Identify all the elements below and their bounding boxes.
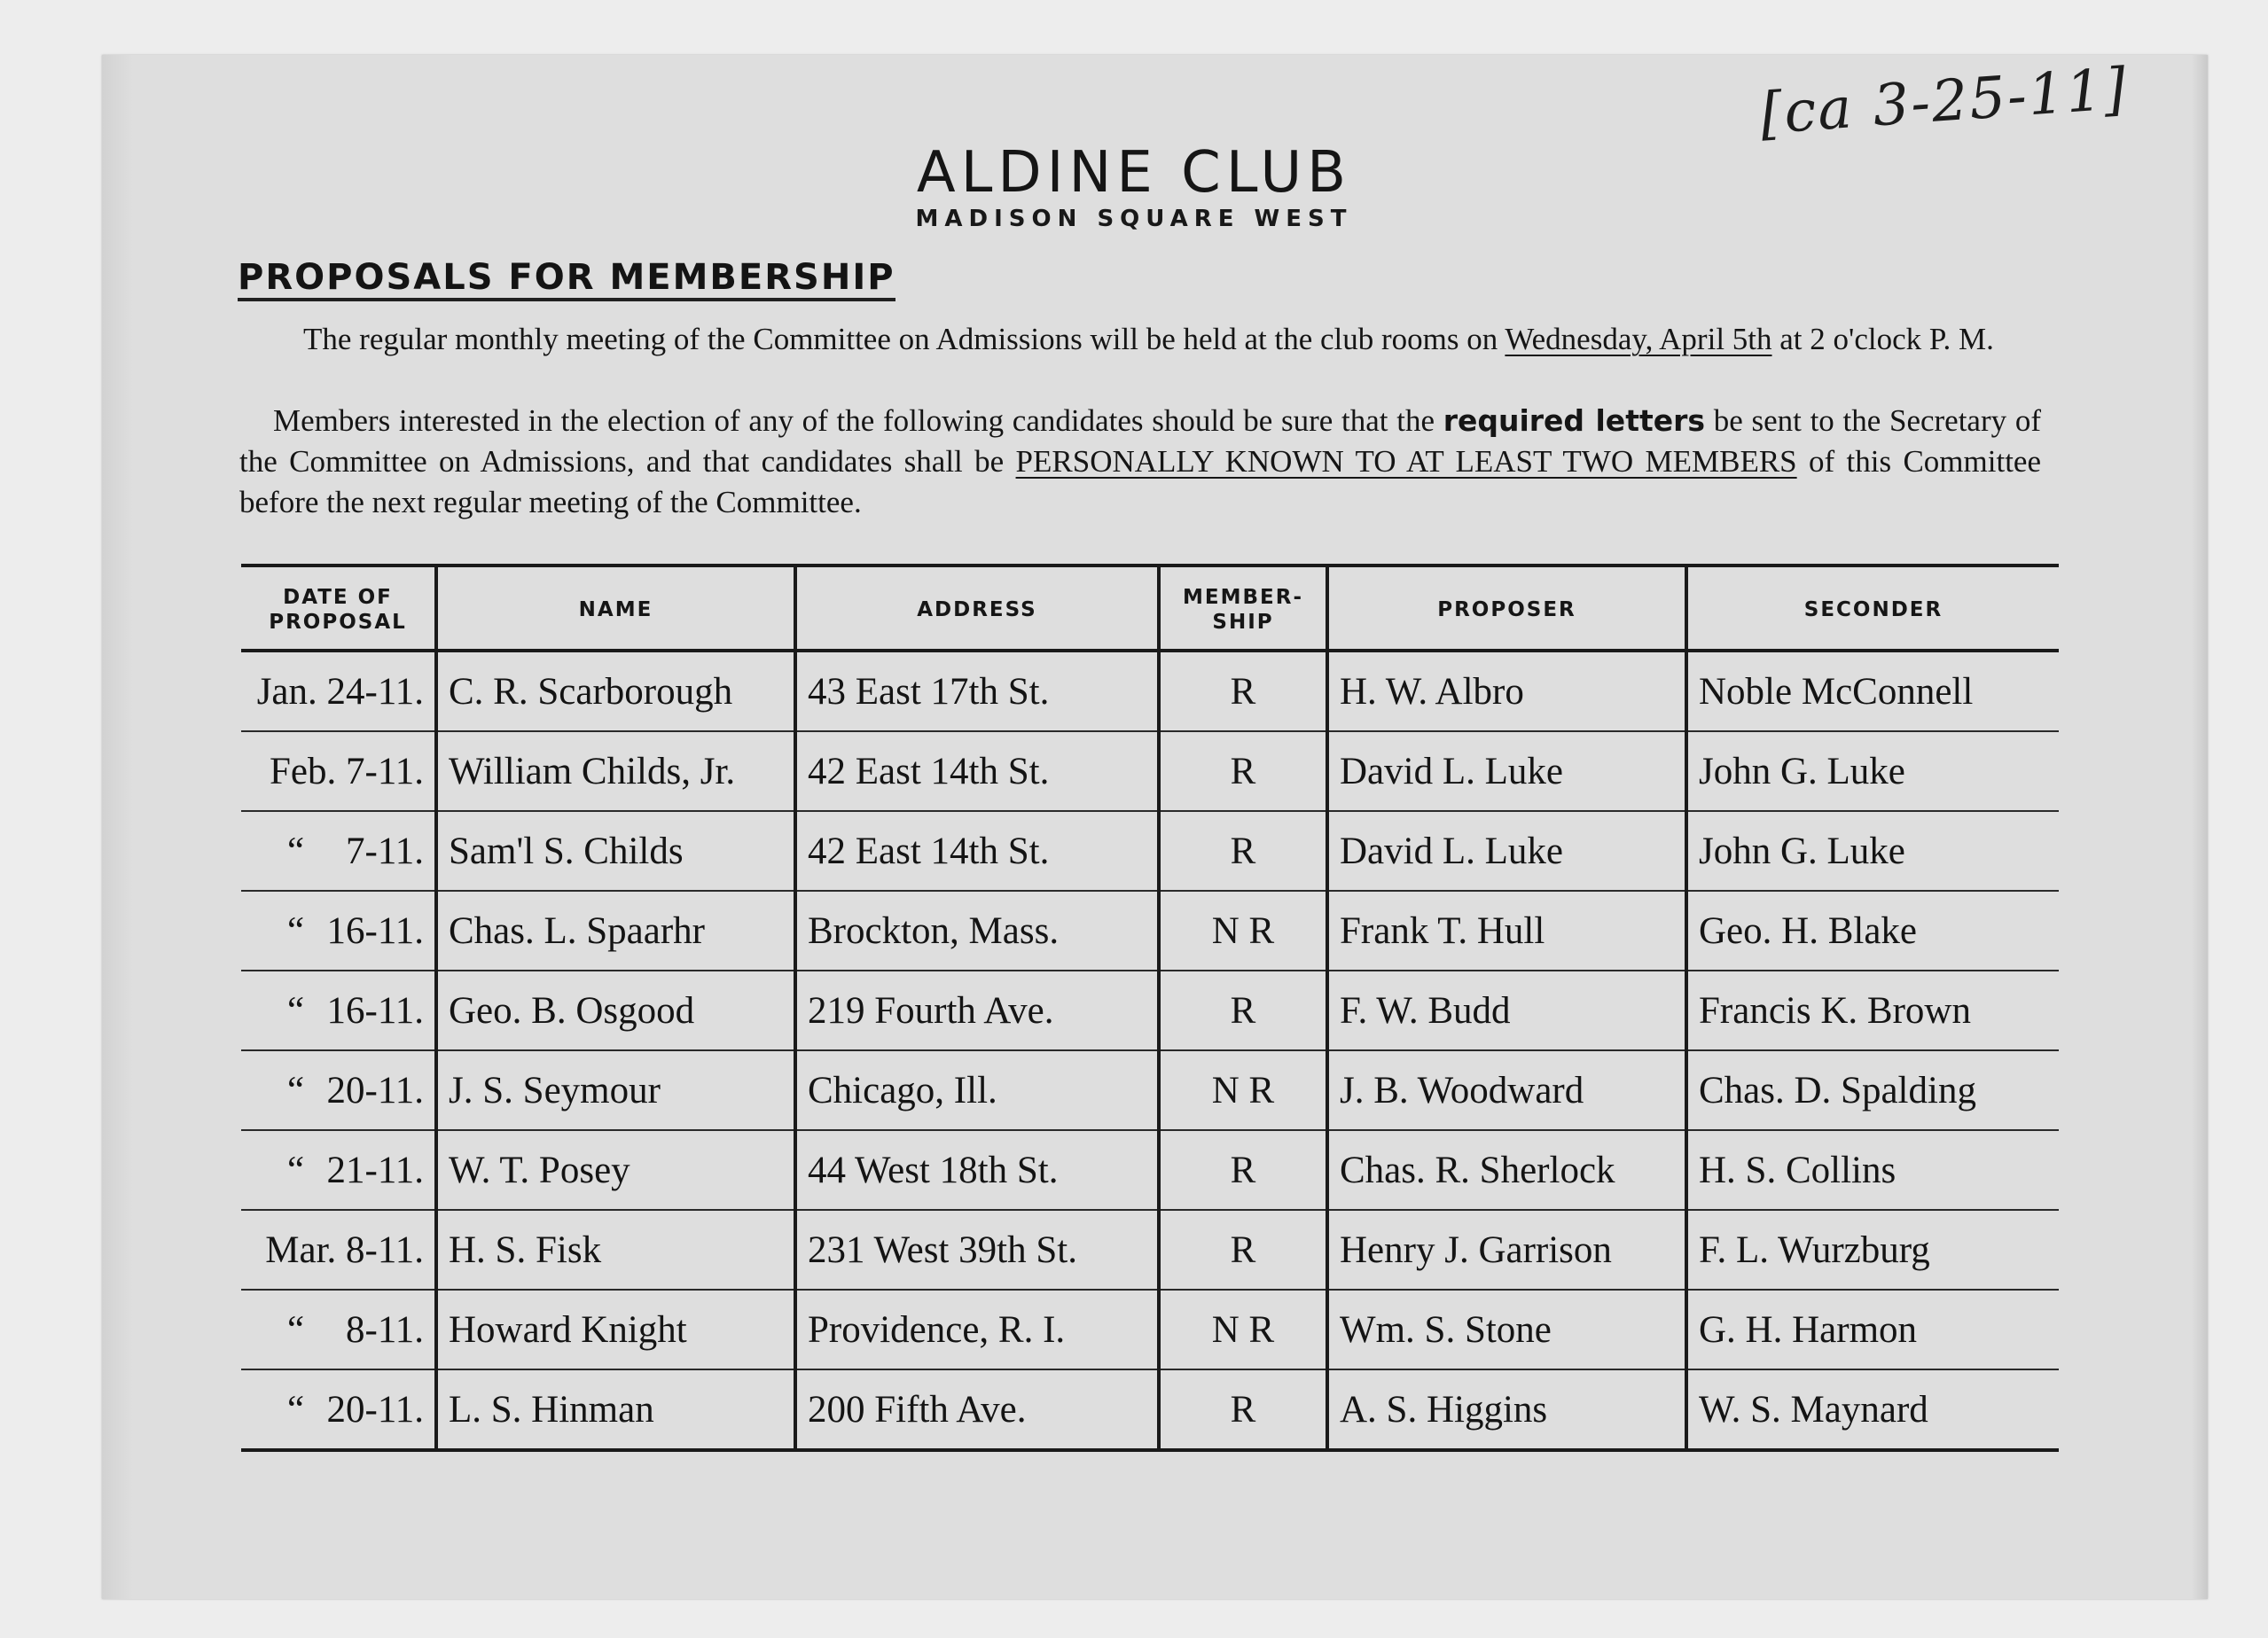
membership-cell: R <box>1159 731 1327 811</box>
ditto-mark: “ <box>287 989 305 1032</box>
date-cell <box>241 1210 436 1290</box>
table-row <box>241 651 2059 731</box>
club-name: ALDINE CLUB <box>916 140 1352 206</box>
name-cell: William Childs, Jr. <box>436 731 795 811</box>
proposer-cell: Chas. R. Sherlock <box>1327 1130 1686 1210</box>
membership-cell: R <box>1159 1369 1327 1450</box>
address-cell: 42 East 14th St. <box>795 731 1159 811</box>
proposer-cell: David L. Luke <box>1327 811 1686 891</box>
table-row <box>241 1210 2059 1290</box>
table-row <box>241 731 2059 811</box>
header-membership: MEMBER- SHIP <box>1159 566 1327 651</box>
seconder-cell: Francis K. Brown <box>1686 971 2059 1050</box>
date-cell <box>241 1130 436 1210</box>
club-address: MADISON SQUARE WEST <box>915 206 1353 232</box>
name-cell: Chas. L. Spaarhr <box>436 891 795 971</box>
date-cell <box>241 731 436 811</box>
proposer-cell: Henry J. Garrison <box>1327 1210 1686 1290</box>
page-heading: PROPOSALS FOR MEMBERSHIP <box>238 257 895 301</box>
date-value: 20-11. <box>326 1388 424 1431</box>
table-row <box>241 971 2059 1050</box>
table-row <box>241 1130 2059 1210</box>
proposer-cell: Frank T. Hull <box>1327 891 1686 971</box>
meeting-date-underlined: Wednesday, April 5th <box>1505 322 1772 356</box>
date-value: Feb. 7-11. <box>270 750 424 792</box>
date-value: 8-11. <box>346 1308 424 1351</box>
seconder-cell: W. S. Maynard <box>1686 1369 2059 1450</box>
address-cell: 44 West 18th St. <box>795 1130 1159 1210</box>
date-value: 16-11. <box>326 909 424 952</box>
address-cell: 42 East 14th St. <box>795 811 1159 891</box>
address-cell: Providence, R. I. <box>795 1290 1159 1369</box>
ditto-mark: “ <box>287 1069 305 1112</box>
proposer-cell: F. W. Budd <box>1327 971 1686 1050</box>
date-value: 16-11. <box>326 989 424 1032</box>
name-cell: L. S. Hinman <box>436 1369 795 1450</box>
instructions-text-3: of this Committee before the next regular meeting of the Committee. <box>239 444 2041 519</box>
header-proposer: PROPOSER <box>1327 566 1686 651</box>
ditto-mark: “ <box>287 1388 305 1431</box>
table-row <box>241 1369 2059 1450</box>
date-cell <box>241 891 436 971</box>
date-cell <box>241 651 436 731</box>
seconder-cell: H. S. Collins <box>1686 1130 2059 1210</box>
ditto-mark: “ <box>287 830 305 872</box>
name-cell: Sam'l S. Childs <box>436 811 795 891</box>
header-name: NAME <box>436 566 795 651</box>
address-cell: 43 East 17th St. <box>795 651 1159 731</box>
instructions-text-2: be sent to the Secretary of the Committee on Admissions, and that candidates shall be <box>239 403 2041 479</box>
address-cell: Chicago, Ill. <box>795 1050 1159 1130</box>
date-value: Mar. 8-11. <box>265 1228 424 1271</box>
date-value: 7-11. <box>346 830 424 872</box>
header-seconder: SECONDER <box>1686 566 2059 651</box>
membership-cell: R <box>1159 1130 1327 1210</box>
address-cell: Brockton, Mass. <box>795 891 1159 971</box>
table-row <box>241 1290 2059 1369</box>
table-row <box>241 1050 2059 1130</box>
date-value: 21-11. <box>326 1149 424 1191</box>
name-cell: W. T. Posey <box>436 1130 795 1210</box>
name-cell: Geo. B. Osgood <box>436 971 795 1050</box>
date-cell <box>241 971 436 1050</box>
membership-cell: R <box>1159 811 1327 891</box>
name-cell: Howard Knight <box>436 1290 795 1369</box>
date-value: 20-11. <box>326 1069 424 1112</box>
address-cell: 231 West 39th St. <box>795 1210 1159 1290</box>
membership-cell: N R <box>1159 1290 1327 1369</box>
seconder-cell: F. L. Wurzburg <box>1686 1210 2059 1290</box>
seconder-cell: John G. Luke <box>1686 811 2059 891</box>
proposer-cell: H. W. Albro <box>1327 651 1686 731</box>
membership-cell: R <box>1159 971 1327 1050</box>
proposer-cell: A. S. Higgins <box>1327 1369 1686 1450</box>
address-cell: 219 Fourth Ave. <box>795 971 1159 1050</box>
seconder-cell: John G. Luke <box>1686 731 2059 811</box>
ditto-mark: “ <box>287 909 305 952</box>
membership-proposals-table <box>241 564 2059 1452</box>
date-cell <box>241 1290 436 1369</box>
membership-cell: R <box>1159 1210 1327 1290</box>
seconder-cell: G. H. Harmon <box>1686 1290 2059 1369</box>
ditto-mark: “ <box>287 1308 305 1351</box>
handwritten-date-annotation: [ca 3-25-11] <box>1757 56 2131 148</box>
name-cell: J. S. Seymour <box>436 1050 795 1130</box>
seconder-cell: Chas. D. Spalding <box>1686 1050 2059 1130</box>
required-letters-bold: required letters <box>1443 403 1706 438</box>
table-header-row <box>241 566 2059 651</box>
name-cell: C. R. Scarborough <box>436 651 795 731</box>
date-cell <box>241 811 436 891</box>
membership-cell: N R <box>1159 1050 1327 1130</box>
meeting-notice-paragraph <box>239 319 2041 360</box>
membership-cell: N R <box>1159 891 1327 971</box>
table-row <box>241 811 2059 891</box>
membership-cell: R <box>1159 651 1327 731</box>
address-cell: 200 Fifth Ave. <box>795 1369 1159 1450</box>
seconder-cell: Geo. H. Blake <box>1686 891 2059 971</box>
name-cell: H. S. Fisk <box>436 1210 795 1290</box>
date-cell <box>241 1050 436 1130</box>
instructions-text-1: Members interested in the election of any of the following candidates should be sure that the <box>273 403 1443 438</box>
proposer-cell: David L. Luke <box>1327 731 1686 811</box>
date-cell <box>241 1369 436 1450</box>
seconder-cell: Noble McConnell <box>1686 651 2059 731</box>
table-row <box>241 891 2059 971</box>
header-address: ADDRESS <box>795 566 1159 651</box>
date-value: Jan. 24-11. <box>256 670 424 713</box>
proposer-cell: J. B. Woodward <box>1327 1050 1686 1130</box>
personally-known-underlined: PERSONALLY KNOWN TO AT LEAST TWO MEMBERS <box>1015 444 1797 479</box>
header-date-of-proposal: DATE OF PROPOSAL <box>241 566 436 651</box>
ditto-mark: “ <box>287 1149 305 1191</box>
proposer-cell: Wm. S. Stone <box>1327 1290 1686 1369</box>
meeting-time-text: at 2 o'clock P. M. <box>1771 322 1994 356</box>
instructions-paragraph <box>239 401 2041 523</box>
notice-text: The regular monthly meeting of the Committee on Admissions will be held at the club rooms on <box>303 322 1505 356</box>
